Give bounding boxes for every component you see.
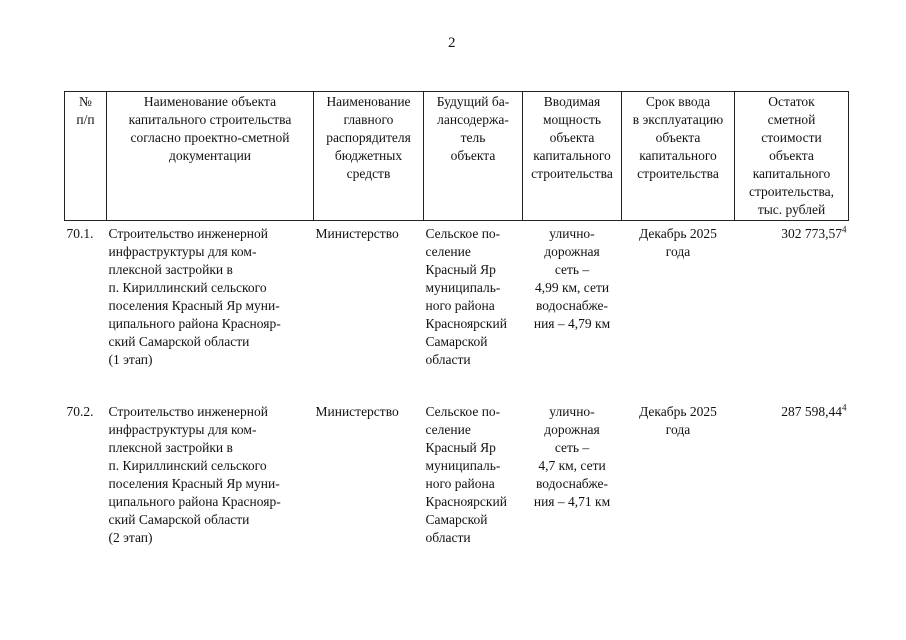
remaining-cost [735, 399, 849, 547]
row-number: 70.2. [66, 404, 94, 419]
table-row [65, 399, 849, 547]
capital-construction-table [64, 91, 849, 547]
header-cell-object-name: Наименование объекта капитального строительства согласно проектно-сметной документации [107, 92, 314, 221]
header-cell-remaining-cost: Остаток сметной стоимости объекта капитального строительства, тыс. рублей [735, 92, 849, 221]
commissioning-deadline: Декабрь 2025 года [639, 226, 717, 259]
future-holder: Сельское по- селение Красный Яр муниципаль- ного района Красноярский Самарской области [425, 404, 507, 545]
footnote-marker: 4 [842, 224, 847, 235]
header-cell-budget-manager: Наименование главного распорядителя бюджетных средств [314, 92, 424, 221]
capacity: улично- дорожная сеть – 4,99 км, сети водоснабже- ния – 4,79 км [533, 226, 611, 331]
header-cell-deadline: Срок ввода в эксплуатацию объекта капитального строительства [622, 92, 735, 221]
commissioning-deadline: Декабрь 2025 года [639, 404, 717, 437]
table-row [65, 221, 849, 370]
remaining-cost [735, 221, 849, 370]
remaining-cost-value: 302 773,57 [781, 226, 842, 241]
object-name: Строительство инженерной инфраструктуры для ком- плексной застройки в п. Кириллинский сельского поселения Красный Яр муни- ципального района Краснояр- ский Самарской области (1 этап) [108, 226, 281, 367]
footnote-marker: 4 [842, 402, 847, 413]
row-number: 70.1. [66, 226, 94, 241]
header-cell-number: № п/п [65, 92, 107, 221]
budget-manager: Министерство [315, 226, 399, 241]
capacity: улично- дорожная сеть – 4,7 км, сети водоснабже- ния – 4,71 км [533, 404, 611, 509]
future-holder: Сельское по- селение Красный Яр муниципаль- ного района Красноярский Самарской области [425, 226, 507, 367]
header-cell-future-holder: Будущий ба- лансодержа- тель объекта [424, 92, 523, 221]
table-header-row [65, 92, 849, 221]
remaining-cost-value: 287 598,44 [781, 404, 842, 419]
budget-manager: Министерство [315, 404, 399, 419]
header-cell-capacity: Вводимая мощность объекта капитального строительства [523, 92, 622, 221]
page-number: 2 [448, 35, 456, 51]
object-name: Строительство инженерной инфраструктуры для ком- плексной застройки в п. Кириллинский сельского поселения Красный Яр муни- ципального района Краснояр- ский Самарской области (2 этап) [108, 404, 281, 545]
row-spacer [65, 369, 849, 399]
